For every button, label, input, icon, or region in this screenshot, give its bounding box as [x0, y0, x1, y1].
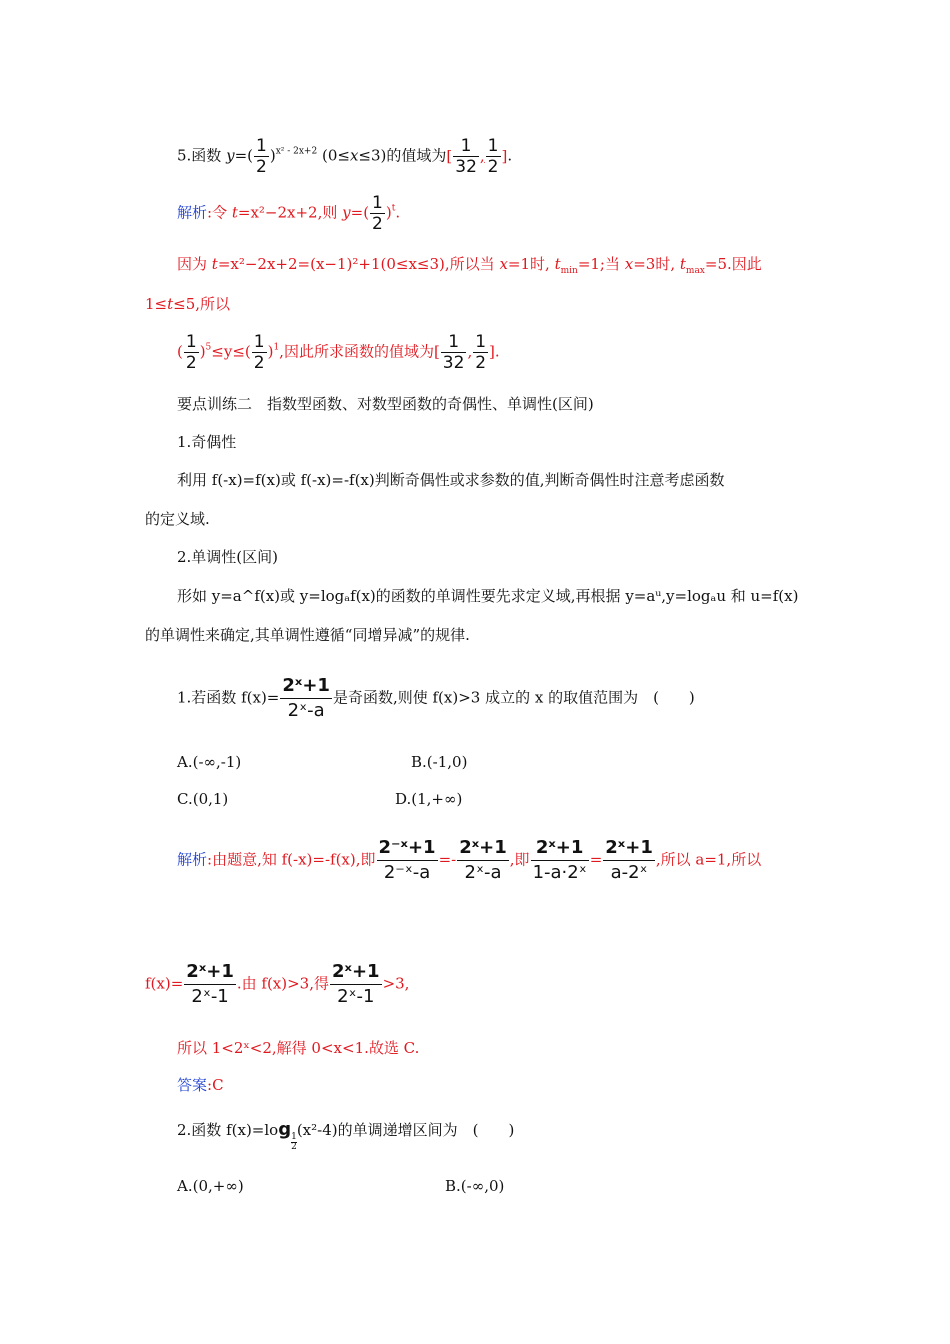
p2-option-a[interactable]: A.(0,+∞) [177, 1177, 244, 1195]
sol1-t: t [231, 203, 238, 222]
p1-sol2-frac2-den: 2ˣ-1 [337, 986, 375, 1007]
sol2-text4: =1;当 [577, 255, 625, 273]
p1-sol2-frac1-num: 2ˣ+1 [184, 960, 236, 985]
p1-sol-frac3-den: 1-a·2ˣ [532, 862, 587, 883]
p1-frac-num: 2ˣ+1 [280, 674, 332, 699]
sol4-frac2 [252, 332, 267, 373]
q5-frac-num: 1 [256, 136, 267, 156]
p1-sol-t1: :由题意,知 f(-x)=-f(x),即 [207, 850, 376, 869]
p1-sol-frac2-den: 2ˣ-a [464, 862, 502, 883]
q5-ans-frac1-num: 1 [453, 136, 479, 157]
q5-ans-lbracket: [ [446, 146, 453, 165]
q5-ans-frac1-den: 32 [455, 157, 477, 177]
p1-sol2-mid: .由 f(x)>3,得 [236, 974, 329, 993]
sol2-max: max [685, 266, 705, 276]
sol1-colon: :令 [207, 203, 232, 222]
p1-sol-frac2 [457, 836, 509, 885]
p1-answer-value: :C [207, 1076, 224, 1094]
p1-pre: 1.若函数 f(x)= [177, 688, 280, 707]
sol1-frac-den: 2 [372, 214, 383, 234]
sol1-exp: t [391, 203, 396, 214]
sol4-comma: , [467, 342, 473, 361]
s1-title: 1.奇偶性 [177, 433, 237, 451]
s2-body1: 形如 y=a^f(x)或 y=logₐf(x)的函数的单调性要先求定义域,再根据 y=aᵘ,y=logₐu 和 u=f(x) [177, 587, 799, 605]
sol1-eq1: =x²−2x+2,则 [237, 203, 343, 222]
sol1-frac-num: 1 [372, 193, 383, 213]
p1-sol-frac4-den: a-2ˣ [610, 862, 648, 883]
p1-frac-den: 2ˣ-a [287, 700, 325, 721]
q5-x: x [349, 146, 359, 165]
sol4-exp1: 5 [205, 342, 212, 353]
q5-line [177, 136, 512, 177]
sol1-line [177, 193, 400, 234]
sol1-eq2: =( [350, 203, 370, 222]
sol4-rp2: ) [267, 342, 274, 361]
p1-sol-frac1-num: 2⁻ˣ+1 [377, 836, 438, 861]
s1-body2: 的定义域. [145, 510, 210, 528]
sol2-x2: x [624, 255, 634, 273]
sol4-frac3-den: 32 [442, 353, 465, 373]
sol2-t: t [211, 255, 218, 273]
sol4-end: ]. [489, 342, 500, 361]
sol2-text6: =5.因此 [704, 255, 762, 273]
s2-title: 2.单调性(区间) [177, 548, 279, 566]
s2-body2: 的单调性来确定,其单调性遵循“同增异减”的规律. [145, 626, 470, 644]
p1-sol-frac4-num: 2ˣ+1 [603, 836, 655, 861]
sol2-line [177, 254, 762, 274]
p1-sol-t2: ,即 [509, 850, 530, 869]
p1-sol-t3: ,所以 a=1,所以 [655, 850, 762, 869]
sol4-frac3 [441, 332, 467, 373]
p1-sol2-frac1-den: 2ˣ-1 [191, 986, 229, 1007]
sol3-a: 1≤ [145, 295, 168, 313]
sol4-frac2-den: 2 [253, 353, 265, 373]
sol4-frac1-den: 2 [185, 353, 197, 373]
p1-sol2-frac1 [184, 960, 236, 1009]
sol4-frac4-den: 2 [475, 353, 487, 373]
sol3-line [145, 294, 230, 314]
p1-option-b[interactable]: B.(-1,0) [411, 753, 468, 771]
p1-sol2-frac2 [330, 960, 382, 1009]
p1-sol2-line [145, 960, 409, 1009]
p1-sol-frac3-num: 2ˣ+1 [531, 836, 589, 861]
p2-pre: 2.函数 f(x)=lo [177, 1121, 279, 1139]
sol4-frac4-num: 1 [475, 332, 487, 352]
p1-sol2-frac2-num: 2ˣ+1 [330, 960, 382, 985]
sol1-tag: 解析 [177, 203, 208, 222]
p1-answer-line [177, 1075, 224, 1095]
q5-cond: (0≤ [321, 146, 350, 165]
sol1-end: . [395, 203, 401, 222]
sol4-text: ,因此所求函数的值域为[ [279, 342, 440, 361]
p1-option-c[interactable]: C.(0,1) [177, 790, 229, 808]
q5-frac [254, 136, 269, 177]
p1-answer-tag: 答案 [177, 1076, 208, 1094]
p1-sol-eq2: = [589, 850, 603, 869]
sol4-mid: ≤y≤( [211, 342, 251, 361]
p1-sol-frac4 [603, 836, 655, 885]
p1-sol-frac1-den: 2⁻ˣ-a [383, 862, 431, 883]
q5-dot: . [507, 146, 513, 165]
sol4-frac3-num: 1 [441, 332, 467, 353]
q5-y: y [226, 146, 235, 165]
q5-ans-frac2-num: 1 [487, 136, 499, 156]
sol2-text2: =x²−2x+2=(x−1)²+1(0≤x≤3),所以当 [217, 255, 500, 273]
p1-sol2-pre: f(x)= [145, 974, 184, 993]
q5-frac-den: 2 [256, 157, 267, 177]
p1-sol-frac2-num: 2ˣ+1 [457, 836, 509, 861]
q5-ans-comma: , [479, 146, 485, 165]
sol4-frac2-num: 1 [253, 332, 265, 352]
q5-ans-rbracket: ] [501, 146, 508, 165]
p1-sol-line [177, 836, 761, 885]
sol2-text3: =1时, [507, 255, 555, 273]
q5-ans-frac1 [453, 136, 479, 177]
sol1-frac [370, 193, 385, 234]
sol4-lp: ( [177, 342, 183, 361]
sol4-rp: ) [199, 342, 206, 361]
sol2-text5: =3时, [633, 255, 680, 273]
p2-log-base-den: 2 [291, 1142, 297, 1152]
p1-sol3-line: 所以 1<2ˣ<2,解得 0<x<1.故选 C. [177, 1039, 420, 1057]
p2-post: (x²-4)的单调递增区间为 ( ) [296, 1121, 515, 1139]
sol4-line [177, 332, 500, 373]
p1-sol-frac1 [377, 836, 438, 885]
q5-ans-frac2-den: 2 [487, 157, 499, 177]
p2-g: g [278, 1119, 292, 1140]
sol4-frac4 [473, 332, 488, 373]
sol3-t: t [167, 295, 174, 313]
sol2-min: min [560, 266, 578, 276]
sol4-frac1-num: 1 [185, 332, 197, 352]
p1-post: 是奇函数,则使 f(x)>3 成立的 x 的取值范围为 ( ) [332, 688, 695, 707]
p1-frac [280, 674, 332, 723]
p1-option-a[interactable]: A.(-∞,-1) [177, 753, 242, 771]
sol2-text1: 因为 [177, 255, 212, 273]
q5-ans-frac2 [486, 136, 501, 177]
q5-rp: ) [269, 146, 276, 165]
p1-option-d[interactable]: D.(1,+∞) [395, 790, 463, 808]
q5-cond2: ≤3)的值域为 [358, 146, 447, 165]
s1-body1: 利用 f(-x)=f(x)或 f(-x)=-f(x)判断奇偶性或求参数的值,判断奇偶性时注意考虑函数 [177, 471, 725, 489]
p1-sol-tag: 解析 [177, 850, 208, 869]
q5-label: 5.函数 [177, 146, 227, 165]
sol3-b: ≤5,所以 [173, 295, 231, 313]
sol1-y: y [342, 203, 351, 222]
section-title: 要点训练二 指数型函数、对数型函数的奇偶性、单调性(区间) [177, 395, 594, 413]
q5-exp: x² - 2x+2 [275, 146, 318, 157]
p1-sol-frac3 [531, 836, 589, 885]
p1-sol2-post: >3, [382, 974, 410, 993]
q5-answer [446, 136, 508, 177]
p2-log-base-num: 1 [291, 1132, 297, 1142]
q5-eq: =( [234, 146, 253, 165]
p2-line [177, 1120, 514, 1152]
p1-line [177, 674, 695, 723]
sol1-rp: ) [385, 203, 392, 222]
p1-sol-eq: =- [438, 850, 457, 869]
sol2-tmin: t [554, 255, 561, 273]
p2-option-b[interactable]: B.(-∞,0) [445, 1177, 505, 1195]
sol4-exp2: 1 [273, 342, 280, 353]
sol4-frac1 [184, 332, 199, 373]
sol2-x1: x [499, 255, 508, 273]
sol2-tmax: t [679, 255, 686, 273]
